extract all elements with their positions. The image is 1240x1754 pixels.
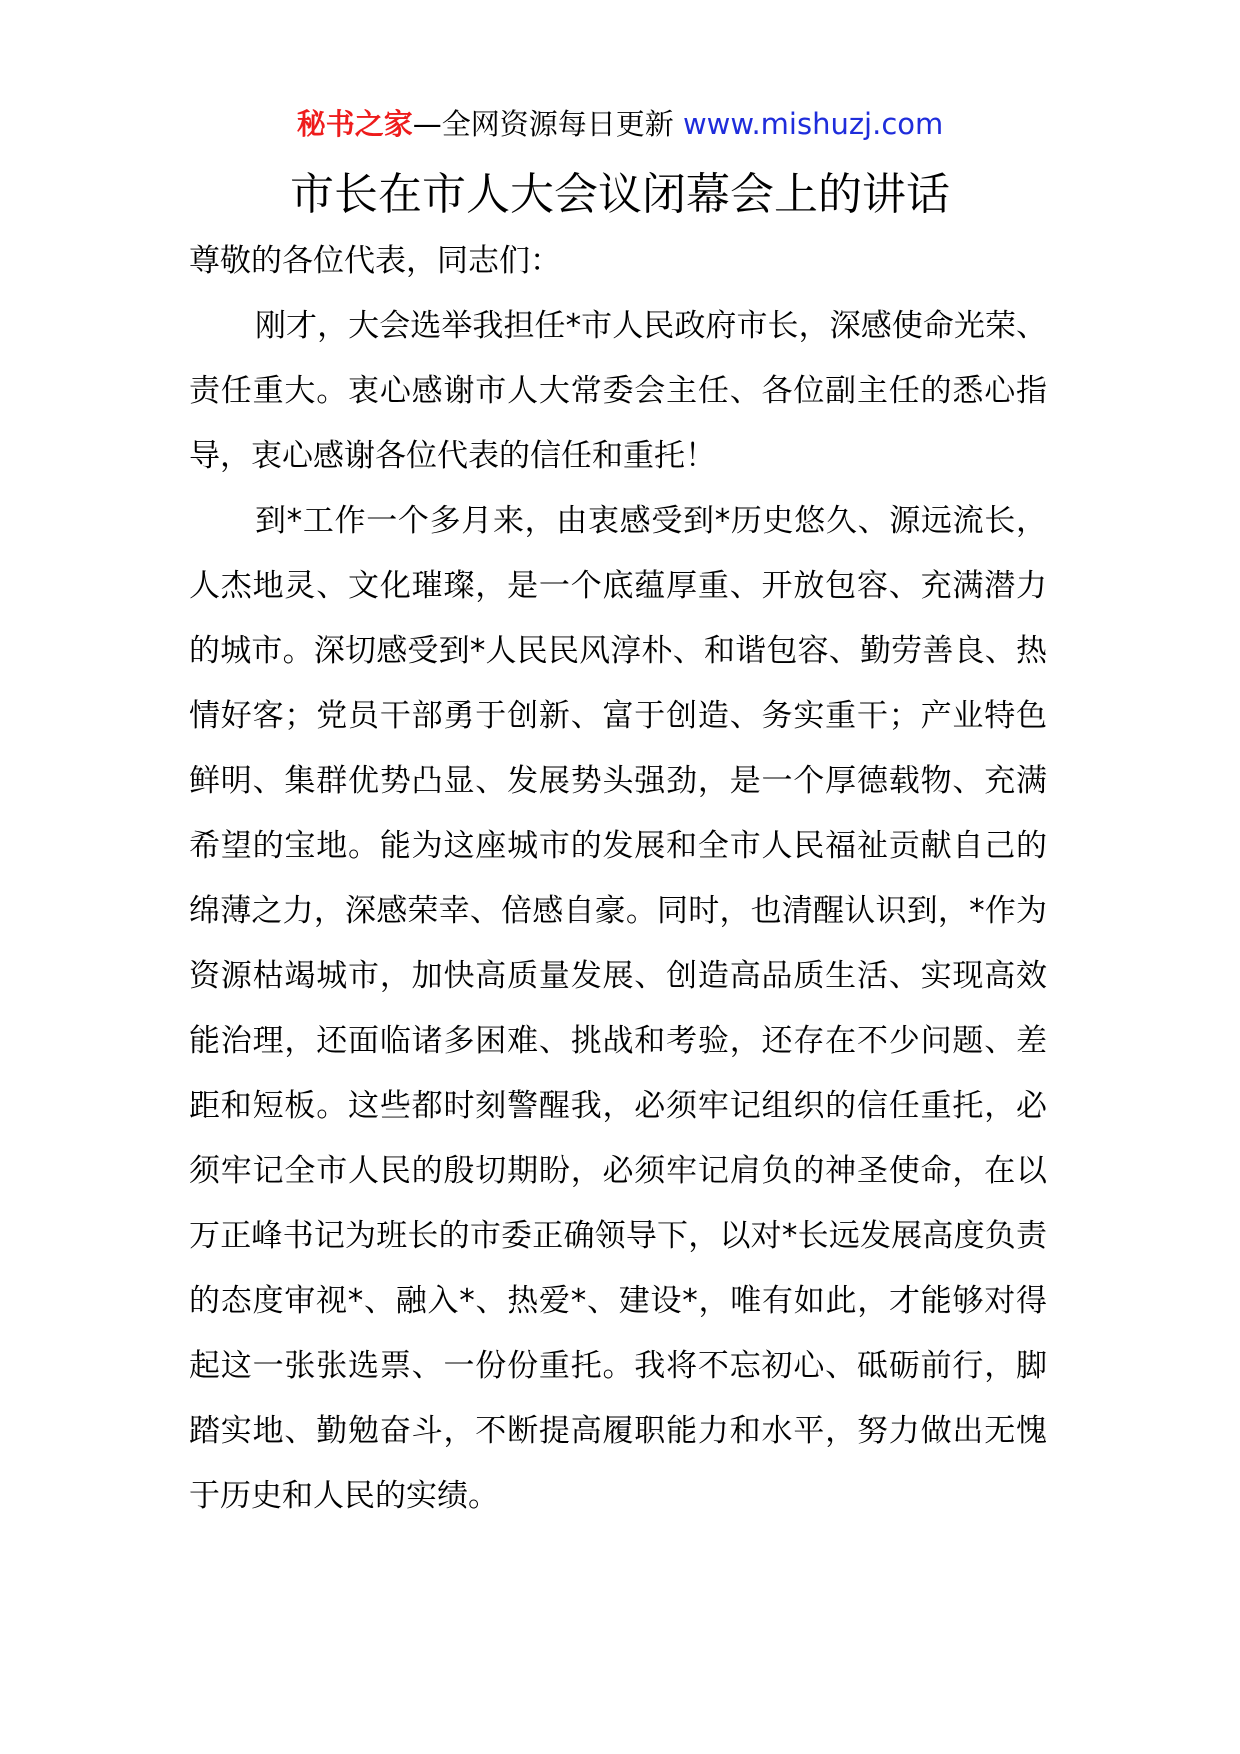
paragraph-1: 刚才，大会选举我担任*市人民政府市长，深感使命光荣、责任重大。衷心感谢市人大常委会主任、各位副主任的悉心指导，衷心感谢各位代表的信任和重托！ [189, 308, 1047, 474]
document-title: 市长在市人大会议闭幕会上的讲话 [290, 169, 950, 220]
site-url-link[interactable]: www.mishuzj.com [682, 107, 944, 141]
document-body [189, 229, 1047, 1529]
site-header [0, 101, 1240, 147]
header-tagline: —全网资源每日更新 [412, 107, 683, 141]
paragraph-2: 到*工作一个多月来，由衷感受到*历史悠久、源远流长，人杰地灵、文化璀璨，是一个底蕴厚重、开放包容、充满潜力的城市。深切感受到*人民民风淳朴、和谐包容、勤劳善良、热情好客；党员干部勇于创新、富于创造、务实重干；产业特色鲜明、集群优势凸显、发展势头强劲，是一个厚德载物、充满希望的宝地。能为这座城市的发展和全市人民福祉贡献自己的绵薄之力，深感荣幸、倍感自豪。同时，也清醒认识到，*作为资源枯竭城市，加快高质量发展、创造高品质生活、实现高效能治理，还面临诸多困难、挑战和考验，还存在不少问题、差距和短板。这些都时刻警醒我，必须牢记组织的信任重托，必须牢记全市人民的殷切期盼，必须牢记肩负的神圣使命，在以万正峰书记为班长的市委正确领导下，以对*长远发展高度负责的态度审视*、融入*、热爱*、建设*，唯有如此，才能够对得起这一张张选票、一份份重托。我将不忘初心、砥砺前行，脚踏实地、勤勉奋斗，不断提高履职能力和水平，努力做出无愧于历史和人民的实绩。 [189, 503, 1047, 1514]
brand-name: 秘书之家 [296, 107, 413, 141]
salutation: 尊敬的各位代表，同志们： [189, 243, 561, 279]
